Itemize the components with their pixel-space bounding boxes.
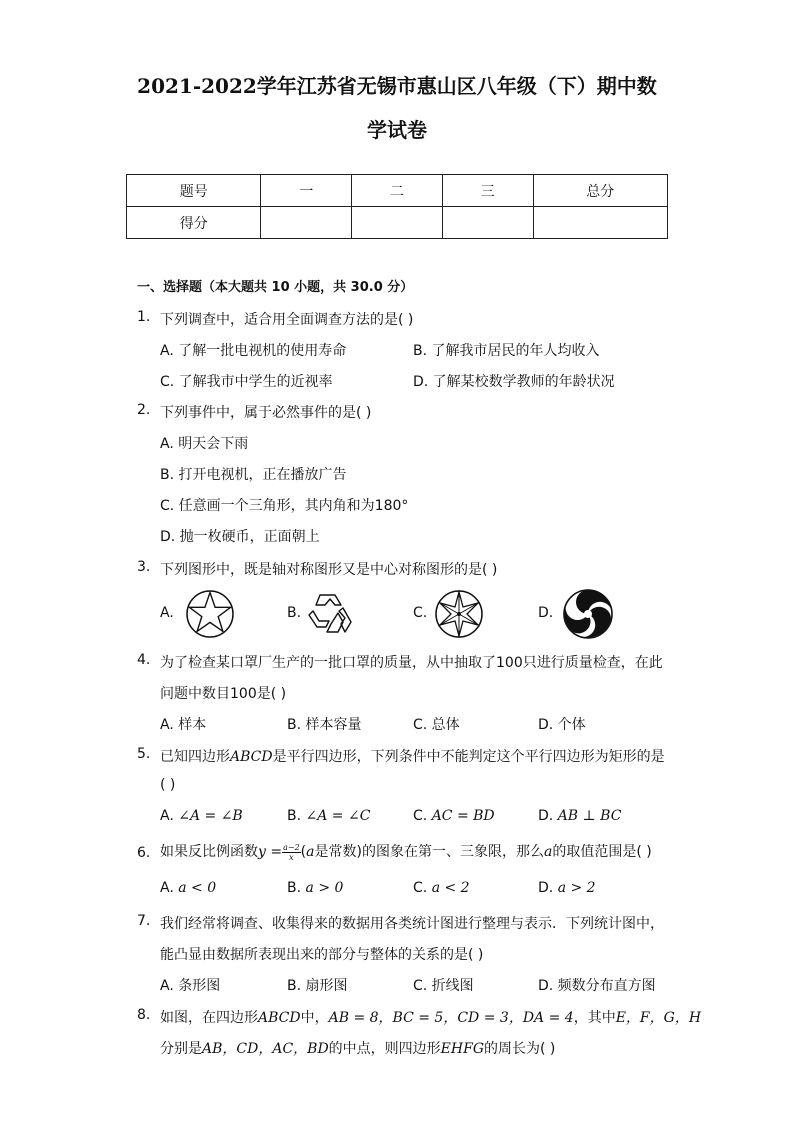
math-text: AB = 8，BC = 5，CD = 3，DA = 4: [328, 1010, 574, 1026]
math-text: ∠A = ∠C: [305, 808, 371, 824]
option-letter: B.: [287, 808, 306, 824]
option-d[interactable]: [538, 808, 621, 824]
math-text: AB ⊥ BC: [557, 808, 622, 824]
option-letter: A.: [160, 880, 179, 896]
stem-text: 如图，在四边形: [160, 1010, 258, 1026]
option-b[interactable]: B. 样本容量: [287, 717, 362, 733]
fraction: [282, 843, 301, 862]
math-text: a < 2: [431, 880, 470, 896]
option-letter: C.: [413, 880, 432, 896]
fraction-numerator: a−2: [283, 842, 300, 852]
stem-text: 的中点，则四边形: [328, 1041, 441, 1057]
option-b[interactable]: B. 扇形图: [287, 978, 348, 994]
table-cell: 总分: [533, 175, 668, 207]
table-cell-empty[interactable]: [442, 207, 533, 239]
option-b[interactable]: B. 打开电视机，正在播放广告: [160, 467, 347, 483]
option-c[interactable]: [413, 880, 470, 896]
star-in-circle-icon[interactable]: [185, 589, 235, 639]
math-text: AC = BD: [431, 808, 495, 824]
table-cell: 一: [261, 175, 352, 207]
option-d[interactable]: D. 频数分布直方图: [538, 978, 656, 994]
option-d[interactable]: D. 个体: [538, 717, 586, 733]
stem-text: 的取值范围是( ): [552, 844, 652, 860]
math-text: =: [265, 844, 283, 860]
question-number: 2.: [137, 402, 151, 418]
option-letter: A.: [160, 808, 179, 824]
question-stem-line-2: [160, 1038, 555, 1058]
math-text: a < 0: [178, 880, 217, 896]
option-d[interactable]: D. 抛一枚硬币，正面朝上: [160, 529, 320, 545]
math-text: y: [258, 844, 266, 860]
stem-text: 中，: [300, 1010, 329, 1026]
option-a[interactable]: [160, 880, 216, 896]
table-cell-empty[interactable]: [261, 207, 352, 239]
table-cell: 题号: [127, 175, 261, 207]
section-1-title: 一、选择题（本大题共 10 小题，共 30.0 分）: [137, 280, 414, 295]
three-swirl-circle-icon[interactable]: [561, 587, 615, 641]
option-letter: D.: [538, 808, 558, 824]
question-stem-line-2: 能凸显由数据所表现出来的部分与整体的关系的是( ): [160, 947, 484, 963]
question-number: 4.: [137, 652, 151, 668]
question-number: 8.: [137, 1007, 151, 1023]
math-text: E，F，G，H: [615, 1010, 702, 1026]
table-row: [127, 207, 668, 239]
option-a[interactable]: A. 明天会下雨: [160, 436, 249, 452]
option-a[interactable]: [160, 808, 243, 824]
option-b[interactable]: [287, 808, 370, 824]
question-stem-line-2: ( ): [160, 777, 176, 793]
math-text: a > 0: [305, 880, 344, 896]
question-number: 7.: [137, 913, 151, 929]
option-a[interactable]: A. 样本: [160, 717, 207, 733]
stem-text: 是常数)的图象在第一、三象限，那么: [314, 844, 544, 860]
option-d[interactable]: D.: [538, 605, 554, 621]
option-b[interactable]: B. 了解我市居民的年人均收入: [413, 343, 600, 359]
question-stem: [160, 840, 652, 864]
question-stem: [160, 746, 665, 766]
title-line-1: 2021-2022学年江苏省无锡市惠山区八年级（下）期中数: [137, 74, 657, 98]
option-a[interactable]: A. 了解一批电视机的使用寿命: [160, 343, 347, 359]
option-d[interactable]: [538, 880, 596, 896]
stem-text: ，其中: [573, 1010, 616, 1026]
math-text: ABCD: [258, 1010, 301, 1026]
math-text: AB，CD，AC，BD: [202, 1041, 329, 1057]
math-text: a > 2: [557, 880, 596, 896]
table-cell-empty[interactable]: [533, 207, 668, 239]
stem-text: 已知四边形: [160, 749, 230, 765]
option-c[interactable]: C. 了解我市中学生的近视率: [160, 374, 333, 390]
math-text: ∠A = ∠B: [178, 808, 243, 824]
option-b[interactable]: [287, 880, 343, 896]
table-row: [127, 175, 668, 207]
table-cell: 三: [442, 175, 533, 207]
option-letter: C.: [413, 808, 432, 824]
option-c[interactable]: C. 总体: [413, 717, 460, 733]
option-c[interactable]: C. 任意画一个三角形，其内角和为180°: [160, 498, 409, 514]
table-cell-empty[interactable]: [352, 207, 443, 239]
title-line-2: 学试卷: [367, 118, 427, 142]
option-a[interactable]: A.: [160, 605, 174, 621]
score-table: [126, 174, 668, 239]
question-stem: 下列调查中，适合用全面调查方法的是( ): [160, 312, 414, 328]
question-number: 5.: [137, 746, 151, 762]
question-number: 1.: [137, 309, 151, 325]
math-text: ABCD: [230, 749, 273, 765]
question-stem: 下列图形中，既是轴对称图形又是中心对称图形的是( ): [160, 562, 498, 578]
question-stem: [160, 1007, 701, 1027]
six-petal-star-in-circle-icon[interactable]: [434, 589, 484, 639]
stem-text: 是平行四边形，下列条件中不能判定这个平行四边形为矩形的是: [272, 749, 665, 765]
math-text: a: [306, 844, 315, 860]
question-stem: 我们经常将调查、收集得来的数据用各类统计图进行整理与表示．下列统计图中，: [160, 916, 664, 932]
math-text: a: [543, 844, 553, 860]
stem-text: (: [300, 844, 307, 860]
option-letter: D.: [538, 880, 558, 896]
stem-text: 的周长为( ): [484, 1041, 556, 1057]
option-letter: B.: [287, 880, 306, 896]
question-stem: 为了检查某口罩厂生产的一批口罩的质量，从中抽取了100只进行质量检查，在此: [160, 655, 663, 671]
table-cell: 二: [352, 175, 443, 207]
question-number: 3.: [137, 559, 151, 575]
option-c[interactable]: C.: [413, 605, 428, 621]
option-c[interactable]: C. 折线图: [413, 978, 474, 994]
option-b[interactable]: B.: [287, 605, 302, 621]
option-d[interactable]: D. 了解某校数学教师的年龄状况: [413, 374, 615, 390]
fraction-denominator: x: [289, 852, 294, 862]
question-number: 6.: [137, 845, 151, 861]
question-stem-line-2: 问题中数目100是( ): [160, 686, 287, 702]
table-cell: 得分: [127, 207, 261, 239]
option-c[interactable]: [413, 808, 495, 824]
stem-text: 分别是: [160, 1041, 202, 1057]
recycle-arrows-icon[interactable]: [305, 591, 355, 637]
stem-text: 如果反比例函数: [160, 844, 258, 860]
question-stem: 下列事件中，属于必然事件的是( ): [160, 405, 372, 421]
option-a[interactable]: A. 条形图: [160, 978, 221, 994]
math-text: EHFG: [440, 1041, 484, 1057]
